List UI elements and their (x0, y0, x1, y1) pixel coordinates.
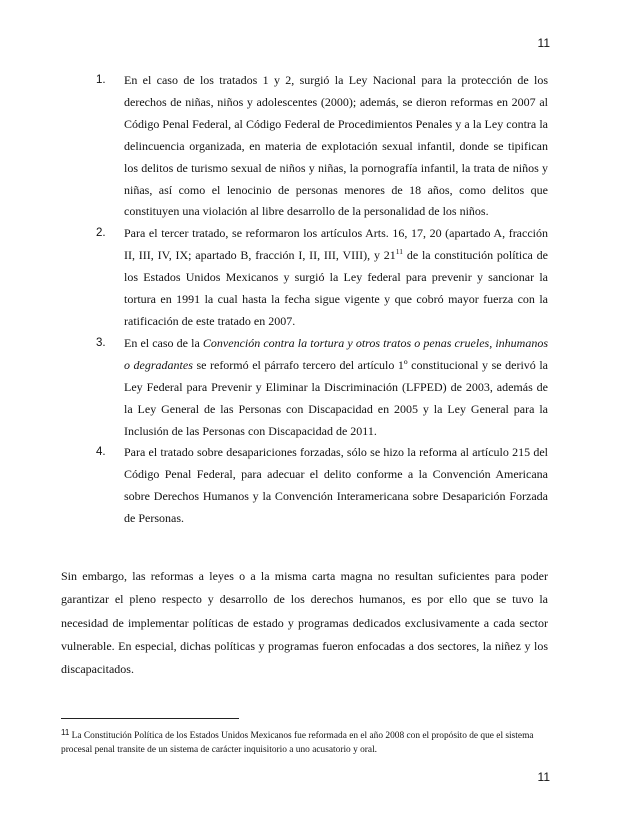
list-item-number: 1. (96, 74, 106, 86)
list-item-number: 2. (96, 227, 106, 240)
page-number-bottom: 11 (537, 770, 550, 784)
reform-list (96, 70, 548, 530)
list-item-text-continued: se reformó el párrafo tercero del artículo 1º constitucional y se derivó la Ley Federal para Prevenir y Eliminar la Discriminación (LFPED) de 2003, además de la Ley General de las Personas con Discapacidad en 2005 y la Ley General para la Inclusión de las Personas con Discapacidad de 2011. (124, 357, 548, 438)
list-item (96, 70, 548, 223)
footnote-divider (61, 718, 239, 719)
list-item (96, 223, 548, 333)
list-item-text-continued: de la constitución política de los Estados Unidos Mexicanos y surgió la Ley federal para prevenir y sancionar la tortura en 1991 la cual hasta la fecha sigue vigente y que cobró mayor fuerza con la ratificación de este tratado en 2007. (124, 248, 548, 328)
list-item-number: 4. (96, 446, 106, 459)
list-item-text: En el caso de la (124, 335, 203, 350)
list-item (96, 333, 548, 443)
footnote-text: La Constitución Política de los Estados Unidos Mexicanos fue reformada en el año 2008 con el propósito de que el sistema procesal penal transite de un sistema de carácter inquisitorio a uno acusatorio y oral. (61, 731, 534, 755)
list-item-number: 3. (96, 336, 106, 349)
page-number-top: 11 (537, 36, 550, 50)
convention-title: Convención contra la tortura y otros tratos o penas crueles, inhumanos o degradantes (124, 335, 548, 372)
body-paragraph: Sin embargo, las reformas a leyes o a la misma carta magna no resultan suficientes para poder garantizar el pleno respecto y desarrollo de los derechos humanos, es por ello que se tuvo la necesidad de implementar políticas de estado y programas dedicados exclusivamente a cada sector vulnerable. En especial, dichas políticas y programas fueron enfocadas a dos sectores, la niñez y los discapacitados. (61, 569, 548, 677)
list-item-text: En el caso de los tratados 1 y 2, surgió la Ley Nacional para la protección de los derechos de niñas, niños y adolescentes (2000); además, se dieron reformas en 2007 al Código Penal Federal, al Código Federal de Procedimientos Penales y a la Ley contra la delincuencia organizada, en materia de explotación sexual infantil, donde se tipifican los delitos de turismo sexual de niños y niñas, la pornografía infantil, la trata de niños y niñas, así como el lenocinio de personas menores de 18 años, como delitos que constituyen una violación al libre desarrollo de la personalidad de los niños. (124, 73, 548, 219)
list-item (96, 442, 548, 530)
footnote-reference[interactable]: 11 (395, 247, 404, 257)
footnote (61, 726, 548, 757)
list-item-text: Para el tratado sobre desapariciones forzadas, sólo se hizo la reforma al artículo 215 del Código Penal Federal, para adecuar el delito conforme a la Convención Americana sobre Derechos Humanos y la Convención Interamericana sobre Desaparición Forzada de Personas. (124, 445, 548, 526)
list-item-text: Para el tercer tratado, se reformaron los artículos Arts. 16, 17, 20 (apartado A, fracción II, III, IV, IX; apartado B, fracción I, II, III, VIII), y 21 (124, 226, 548, 263)
footnote-mark: 11 (61, 728, 70, 737)
